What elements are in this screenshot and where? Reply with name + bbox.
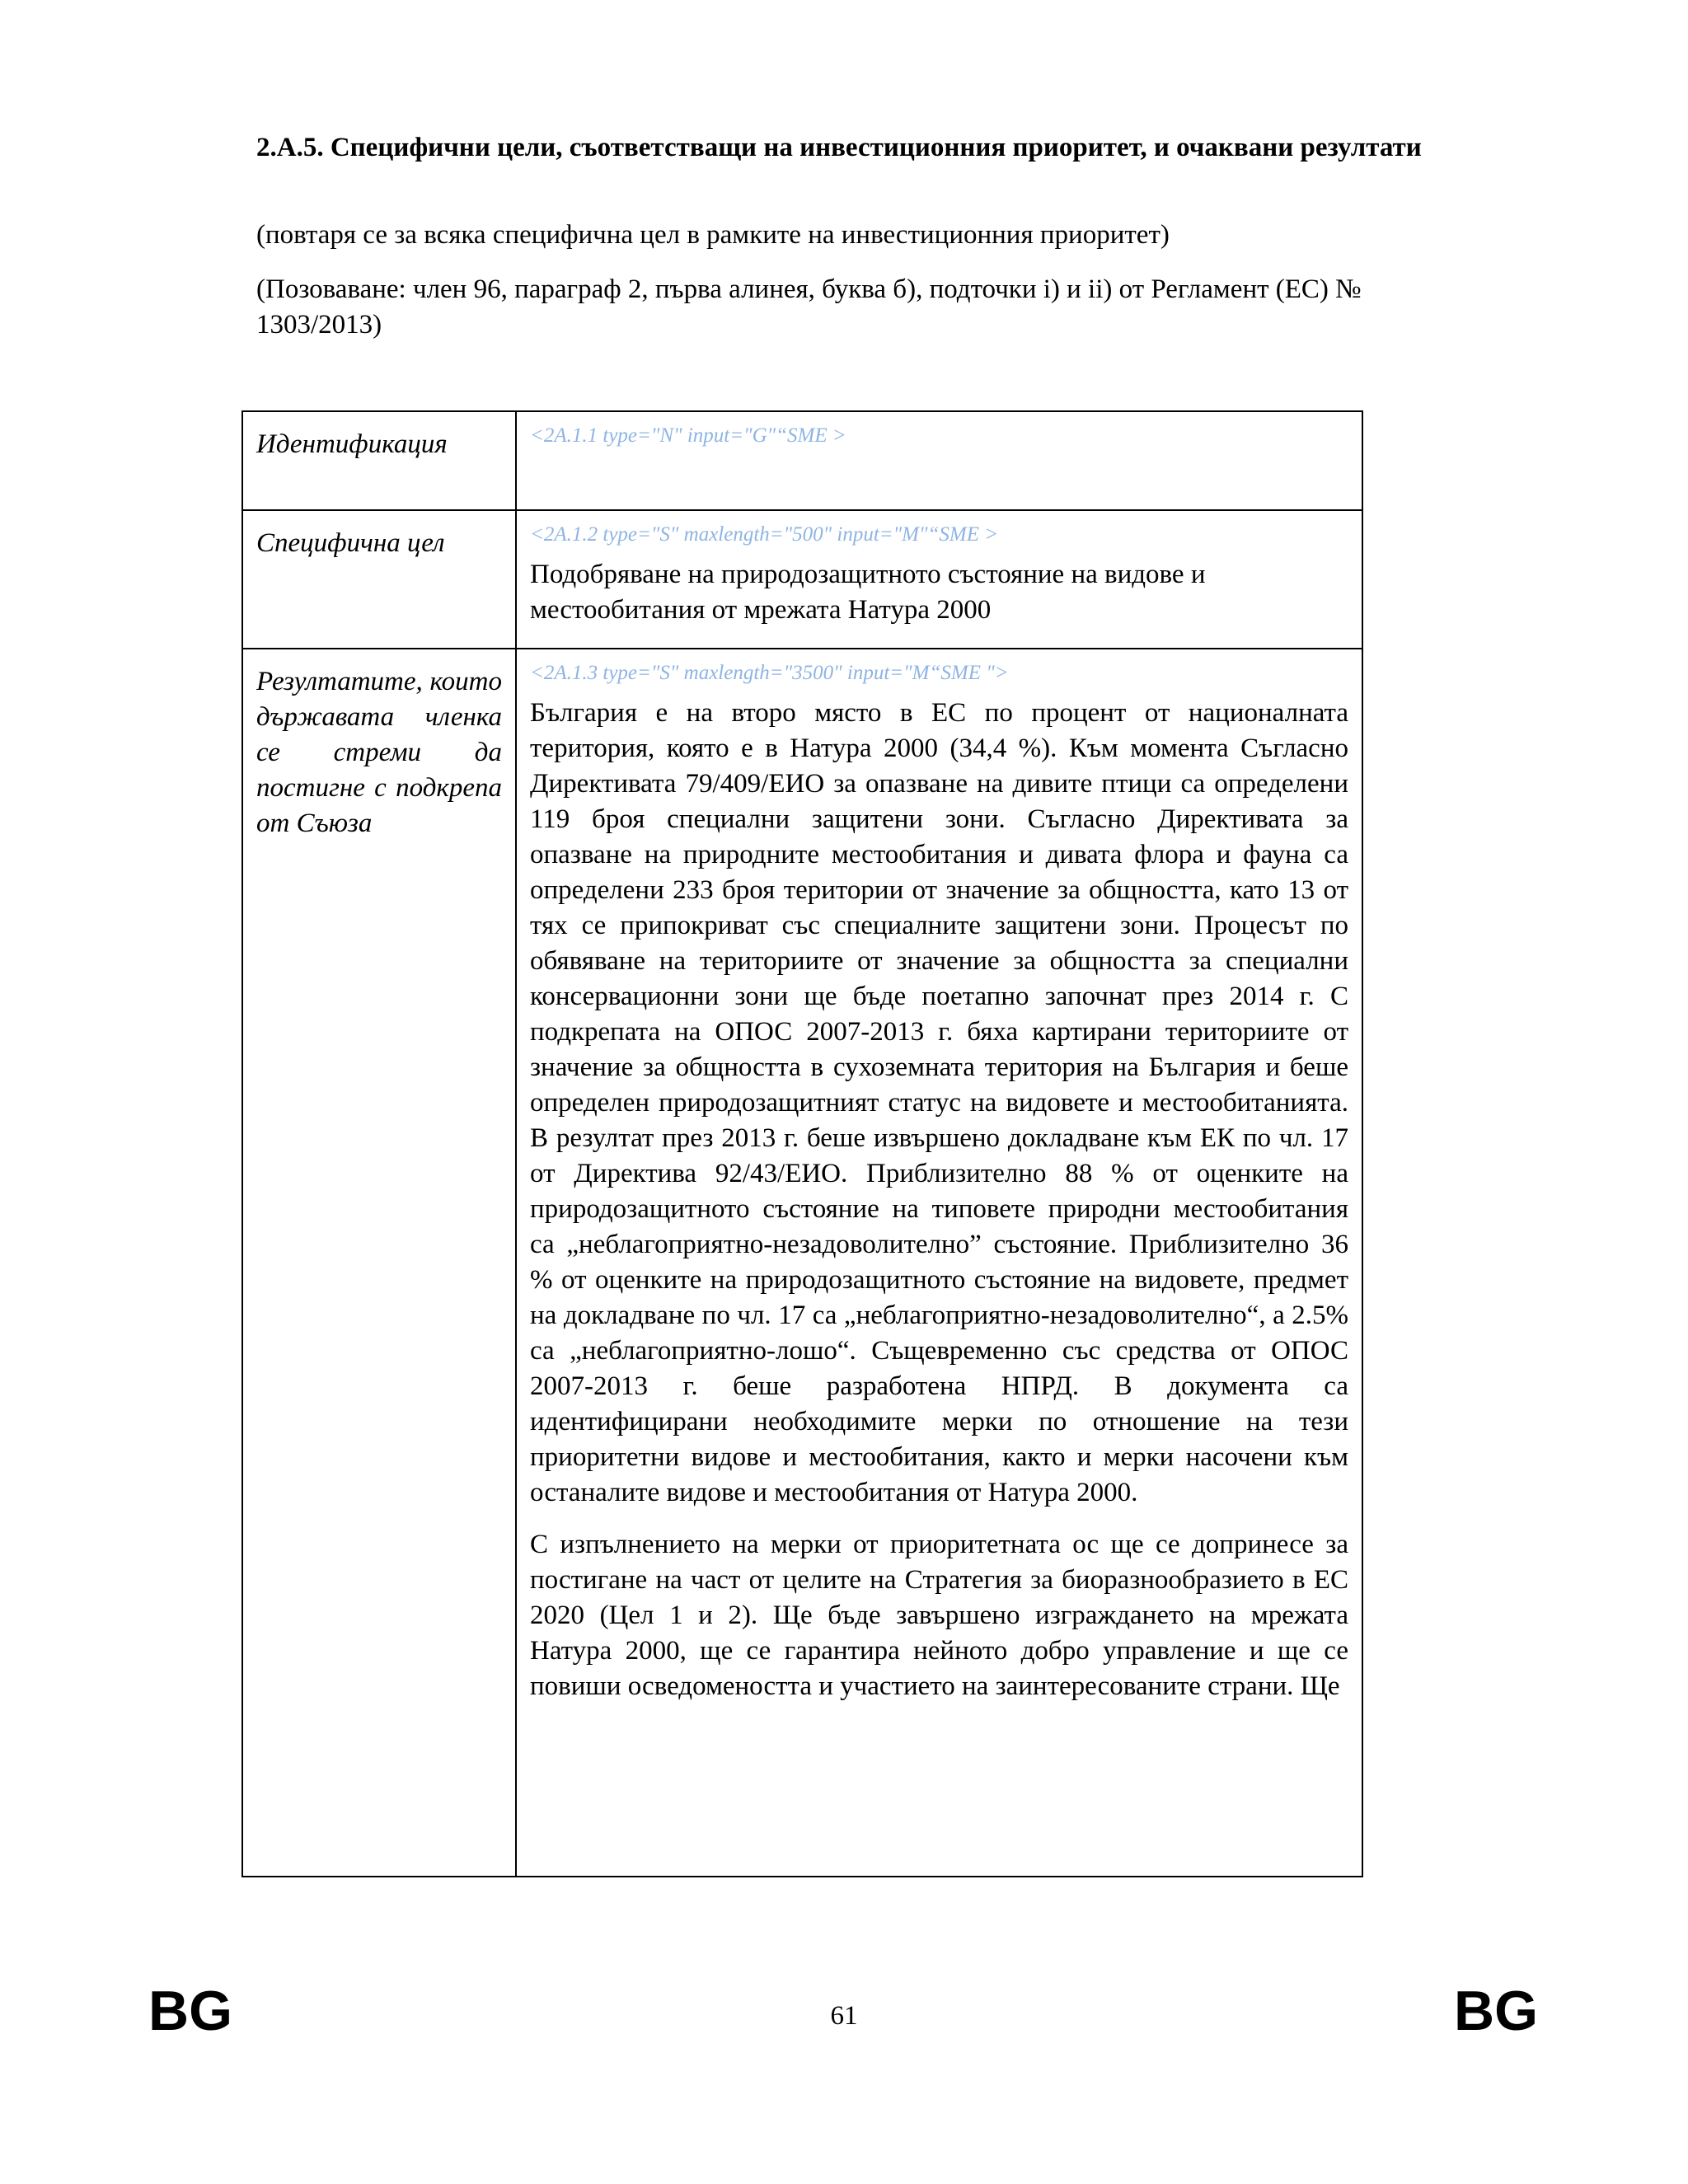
specific-goal-text: Подобряване на природозащитното състояние на видове и местообитания от мрежата Натура 2000 xyxy=(530,560,1206,625)
results-paragraph: България е на второ място в ЕС по процент от националната територия, която е в Натура 2000 (34,4 %). Към момента Съгласно Директивата 79/409/ЕИО за опазване на дивите птици са определени 119 броя специални защитени зони. Съгласно Директивата за опазване на природните местообитания и дивата флора и фауна са определени 233 броя територии от значение за общността, като 13 от тях се припокриват със специалните защитени зони. Процесът по обявяване на териториите от значение за общността за специални консервационни зони ще бъде поетапно започнат през 2014 г. С подкрепата на ОПОС 2007-2013 г. бяха картирани териториите от значение за общността в сухоземната територия на България и беше определен природозащитният статус на видовете и местообитанията. В резултат през 2013 г. беше извършено докладване към ЕК по чл. 17 от Директива 92/43/ЕИО. Приблизително 88 % от оценките на природозащитното състояние на типовете природни местообитания са „неблагоприятно-незадоволително” състояние. Приблизително 36 % от оценките на природозащитното състояние на видовете, предмет на докладване по чл. 17 са „неблагоприятно-незадоволително“, а 2.5% са „неблагоприятно-лошо“. Същевременно със средства от ОПОС 2007-2013 г. беше разработена НПРД. В документа са идентифицирани необходимите мерки по отношение на тези приоритетни видове и местообитания, както и мерки насочени към останалите видове и местообитания от Натура 2000. xyxy=(530,698,1348,1507)
table-row-results xyxy=(242,649,1362,1877)
section-heading: 2.A.5. Специфични цели, съответстващи на инвестиционния приоритет, и очаквани резултати xyxy=(256,133,1422,162)
row-label: Специфична цел xyxy=(256,528,445,558)
page-number: 61 xyxy=(830,2001,858,2031)
results-paragraph: С изпълнението на мерки от приоритетната ос ще се допринесе за постигане на част от целите на Стратегия за биоразнообразието в ЕС 2020 (Цел 1 и 2). Ще бъде завършено изграждането на мрежата Натура 2000, ще се гарантира нейното добро управление и ще се повиши осведомеността и участието на заинтересованите страни. Ще xyxy=(530,1530,1348,1701)
value-cell xyxy=(516,510,1362,649)
table-row-identification xyxy=(242,411,1362,510)
footer-country-mark-left: BG xyxy=(148,1980,232,2042)
value-cell xyxy=(516,649,1362,1877)
field-tag: <2A.1.1 type="N" input="G"“SME > xyxy=(530,424,846,447)
label-cell xyxy=(242,510,516,649)
table-row-specific-goal xyxy=(242,510,1362,649)
footer-country-mark-right: BG xyxy=(1454,1980,1538,2042)
row-label: Резултатите, които държавата членка се стреми да постигне с подкрепа от Съюза xyxy=(256,667,502,838)
label-cell xyxy=(242,649,516,1877)
label-cell xyxy=(242,411,516,510)
row-label: Идентификация xyxy=(256,429,448,459)
value-cell xyxy=(516,411,1362,510)
field-tag: <2A.1.3 type="S" maxlength="3500" input="M“SME "> xyxy=(530,662,1009,684)
field-tag: <2A.1.2 type="S" maxlength="500" input="M"“SME > xyxy=(530,523,999,546)
specific-goal-table xyxy=(241,410,1363,1877)
repeat-note: (повтаря се за всяка специфична цел в рамките на инвестиционния приоритет) xyxy=(256,220,1170,250)
regulation-reference: (Позоваване: член 96, параграф 2, първа алинея, буква б), подточки i) и ii) от Регламент (ЕС) № 1303/2013) xyxy=(256,274,1362,340)
